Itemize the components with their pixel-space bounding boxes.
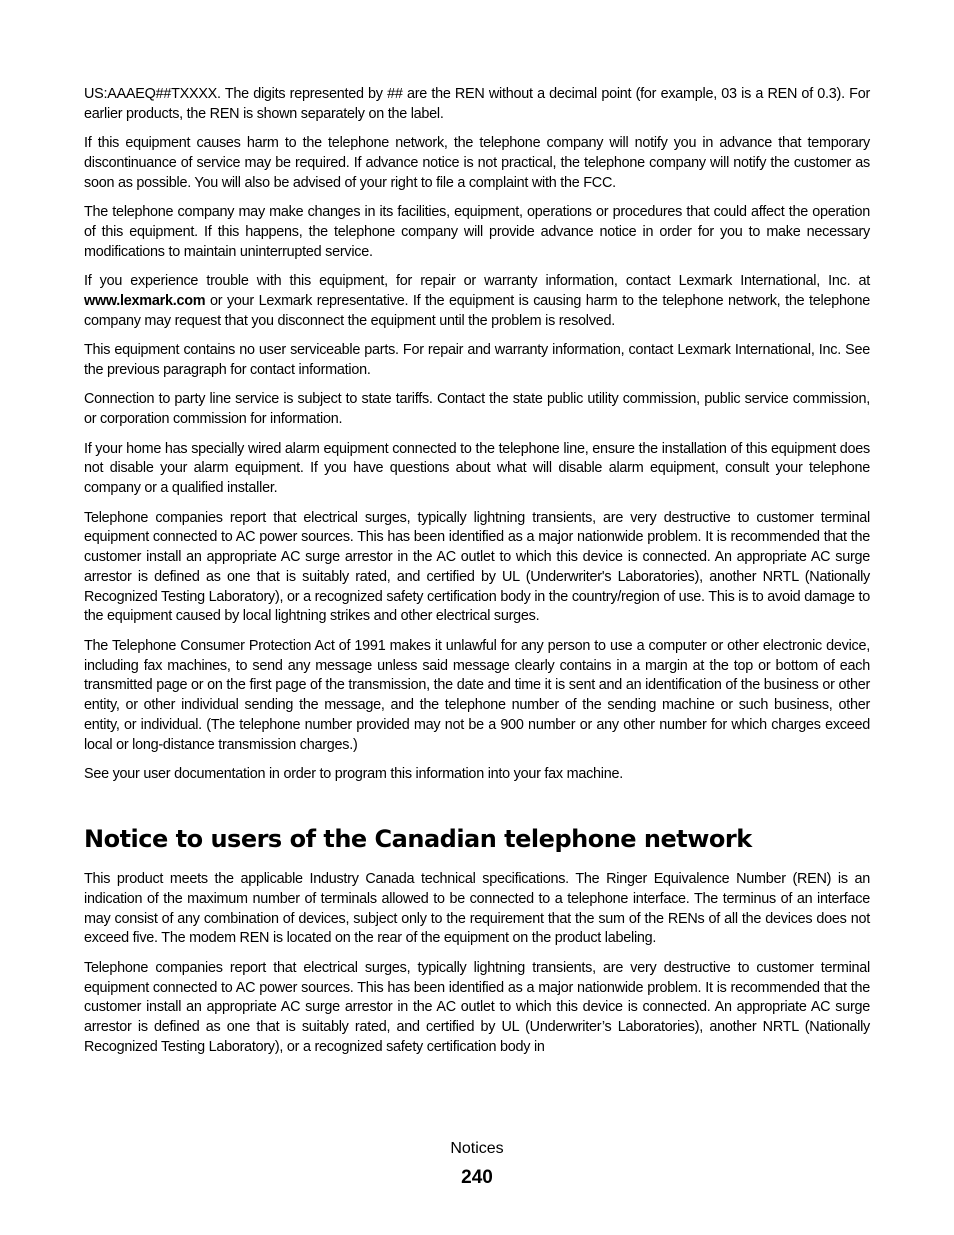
paragraph-ren-format: US:AAAEQ##TXXXX. The digits represented by ## are the REN without a decimal point (for example, 03 is a REN of 0.3). For earlier products, the REN is shown separately on the label. — [84, 86, 870, 122]
page-content — [84, 85, 870, 1067]
paragraph-serviceable-parts: This equipment contains no user serviceable parts. For repair and warranty information, contact Lexmark International, Inc. See the previous paragraph for contact information. — [84, 342, 870, 378]
footer-section-label: Notices — [450, 1140, 504, 1157]
lexmark-website-link: www.lexmark.com — [84, 292, 206, 309]
paragraph-fax-programming: See your user documentation in order to program this information into your fax machine. — [84, 766, 623, 783]
paragraph-network-harm: If this equipment causes harm to the telephone network, the telephone company will notify you in advance that temporary discontinuance of service may be required. If advance notice is not practical, the telephone company will notify the customer as soon as possible. You will also be advised of your right to file a complaint with the FCC. — [84, 135, 870, 191]
page-number: 240 — [461, 1167, 493, 1188]
paragraph-tcpa: The Telephone Consumer Protection Act of 1991 makes it unlawful for any person to use a computer or other electronic device, including fax machines, to send any message unless said message clearly contains in a margin at the top or bottom of each transmitted page or on the first page of the transmission, the date and time it is sent and an identification of the business or other entity, or other individual sending the message, and the telephone number of the sending machine or such business, other entity, or individual. (The telephone number provided may not be a 900 number or any other number for which charges exceed local or long-distance transmission charges.) — [84, 637, 870, 753]
paragraph-text: If you experience trouble with this equipment, for repair or warranty information, contact Lexmark International, Inc. at — [84, 273, 870, 290]
paragraph-electrical-surges-canada: Telephone companies report that electrical surges, typically lightning transients, are very destructive to customer terminal equipment connected to AC power sources. This has been identified as a major nationwide problem. It is recommended that the customer install an appropriate AC surge arrestor in the AC outlet to which this device is connected. An appropriate AC surge arrestor is defined as one that is suitably rated, and certified by UL (Underwriter’s Laboratories), another NRTL (Nationally Recognized Testing Laboratory), or a recognized safety certification body in — [84, 959, 870, 1056]
paragraph-alarm-equipment: If your home has specially wired alarm equipment connected to the telephone line, ensure the installation of this equipment does not disable your alarm equipment. If you have questions about what will disable alarm equipment, consult your telephone company or a qualified installer. — [84, 440, 870, 497]
section-heading: Notice to users of the Canadian telephone network — [84, 825, 752, 854]
paragraph-text: or your Lexmark representative. If the equipment is causing harm to the telephone network, the telephone company may request that you disconnect the equipment until the problem is resolved. — [84, 292, 870, 329]
paragraph-industry-canada: This product meets the applicable Industry Canada technical specifications. The Ringer Equivalence Number (REN) is an indication of the maximum number of terminals allowed to be connected to a telephone interface. The terminus of an interface may consist of any combination of devices, subject only to the requirement that the sum of the RENs of all the devices does not exceed five. The modem REN is located on the rear of the equipment on the product labeling. — [84, 871, 870, 947]
paragraph-repair-warranty — [84, 272, 870, 331]
paragraph-party-line: Connection to party line service is subject to state tariffs. Contact the state public utility commission, public service commission, or corporation commission for information. — [84, 391, 870, 428]
paragraph-electrical-surges: Telephone companies report that electrical surges, typically lightning transients, are very destructive to customer terminal equipment connected to AC power sources. This has been identified as a major nationwide problem. It is recommended that the customer install an appropriate AC surge arrestor in the AC outlet to which this device is connected. An appropriate AC surge arrestor is defined as one that is suitably rated, and certified by UL (Underwriter's Laboratories), another NRTL (Nationally Recognized Testing Laboratory), or a recognized safety certification body in the country/region of use. This is to avoid damage to the equipment caused by local lightning strikes and other electrical surges. — [84, 509, 870, 625]
paragraph-facility-changes: The telephone company may make changes in its facilities, equipment, operations or procedures that could affect the operation of this equipment. If this happens, the telephone company will provide advance notice in order for you to make necessary modifications to maintain uninterrupted service. — [84, 204, 870, 260]
